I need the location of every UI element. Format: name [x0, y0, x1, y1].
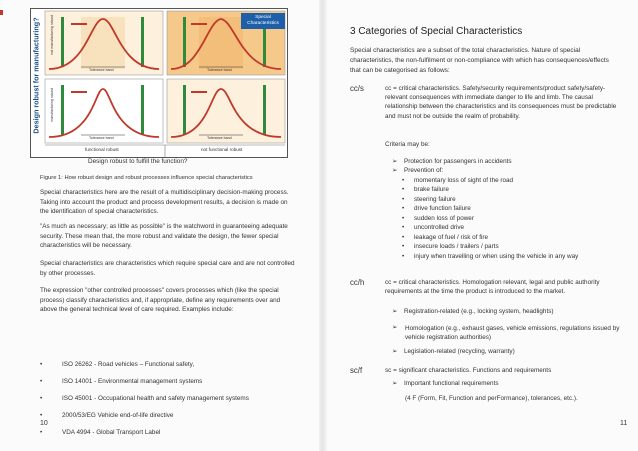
list-item: • sudden loss of power [414, 215, 474, 222]
arrow-icon: ➢ [392, 380, 398, 387]
list-item: • momentary loss of sight of the road [414, 177, 513, 184]
label-ccs: cc/s [350, 84, 364, 93]
list-item: • brake failure [414, 186, 449, 193]
arrow-text: Registration-related (e.g., locking system, headlights) [404, 308, 554, 315]
arrow-text: Protection for passengers in accidents [404, 158, 512, 165]
standards-list [40, 360, 300, 445]
arrow-item [392, 324, 404, 331]
robustness-figure [30, 8, 288, 158]
intro-paragraph: Special characteristics are a subset of the total characteristics. Nature of special characteristics, the non-fulfilment or non-compliance with which has consequences/effects that can be categorised as follows: [350, 47, 609, 74]
arrow-text: Legislation-related (recycling, warranty) [404, 348, 515, 355]
col-label-left: functional robust [85, 147, 119, 152]
page-number-left: 10 [40, 420, 48, 427]
figure-caption: Figure 1: How robust design and robust processes influence special characteristics [40, 175, 253, 181]
paragraph-1: Special characteristics here are the result of a multidisciplinary decision-making process. Taking into account the product and process development results, a decision is made on the identification of special characteristics. [40, 189, 289, 216]
figure-x-axis-title: Design robust to fulfill the function? [88, 158, 188, 165]
arrow-text: Prevention of: [404, 167, 444, 174]
arrow-icon: ➢ [392, 324, 398, 331]
y-axis-title: Design robust for manufacturing? [31, 17, 41, 134]
arrow-icon: ➢ [392, 308, 398, 315]
arrow-item [392, 308, 554, 315]
label-cch: cc/h [350, 278, 365, 287]
arrow-icon: ➢ [392, 348, 398, 355]
label-scf: sc/f [350, 366, 363, 375]
book-spine [319, 0, 327, 451]
tolerance-band-label-2: Tolerance band [207, 68, 232, 72]
special-characteristics-badge: Special Characteristics [241, 13, 285, 29]
list-item: • VDA 4994 - Global Transport Label [40, 428, 300, 445]
tolerance-band-label-3: Tolerance band [89, 136, 114, 140]
row-label-top: not manufacturing robust [50, 15, 54, 55]
scf-definition: sc = significant characteristics. Functions and requirements [385, 367, 552, 374]
cch-definition: cc = critical characteristics. Homologation relevant, legal and public authority requirements at the time the product is introduced to the market. [385, 279, 600, 296]
list-item: • leakage of fuel / risk of fire [414, 234, 488, 241]
ccs-definition: cc = critical characteristics. Safety/security requirements/product safety/safety-relevant consequences with immediate danger to life and limb. The causal relationship between the characteristics and its consequences must be predictable and must not be outside the realm of probability. [385, 85, 617, 120]
criteria-label: Criteria may be: [385, 141, 430, 148]
arrow-item [392, 380, 499, 387]
list-item: • uncontrolled drive [414, 224, 464, 231]
list-item: • injury when travelling or when using the vehicle in any way [414, 253, 578, 260]
tolerance-band-label: Tolerance band [89, 68, 114, 72]
col-label-right: not functional robust [201, 147, 243, 152]
list-item: • 2000/53/EG Vehicle end-of-life directive [40, 411, 300, 428]
paragraph-4: The expression "other controlled processes" covers processes which (like the special process) classify characteristics and, if appropriate, define any requirements over and above the general technical level of care required. Examples include: [40, 287, 281, 314]
arrow-icon: ➢ [392, 158, 398, 165]
list-item: • ISO 14001 - Environmental management systems [40, 377, 300, 394]
arrow-text: Homologation (e.g., exhaust gases, vehicle emissions, regulations issued by vehicle registration authorities) [405, 325, 620, 342]
arrow-icon: ➢ [392, 167, 398, 174]
list-item: • ISO 45001 - Occupational health and safety management systems [40, 394, 300, 411]
list-item: • insecure loads / trailers / parts [414, 243, 499, 250]
left-page [0, 0, 318, 451]
arrow-subtext: (4 F (Form, Fit, Function and perFormance), tolerances, etc.). [405, 395, 578, 402]
arrow-item [392, 167, 443, 174]
paragraph-2: "As much as necessary; as little as possible" is the watchword in guaranteeing adequate security. These mean that, the more robust and validate the design, the fewer special characteristics will be necessary. [40, 223, 288, 250]
right-page [328, 0, 638, 451]
figure-quadrants [31, 9, 287, 157]
list-item: • ISO 26262 - Road vehicles – Functional safety, [40, 360, 300, 377]
arrow-item [392, 348, 515, 355]
list-item: • steering failure [414, 196, 456, 203]
page-number-right: 11 [620, 420, 628, 427]
arrow-item [392, 158, 512, 165]
row-label-bottom: manufacturing robust [50, 88, 54, 122]
list-item: • drive function failure [414, 205, 471, 212]
tolerance-band-label-4: Tolerance band [207, 136, 232, 140]
paragraph-3: Special characteristics are characteristics which require special care and are not controlled by other processes. [40, 260, 295, 277]
arrow-text: Important functional requirements [404, 380, 499, 387]
section-heading: 3 Categories of Special Characteristics [350, 26, 523, 37]
